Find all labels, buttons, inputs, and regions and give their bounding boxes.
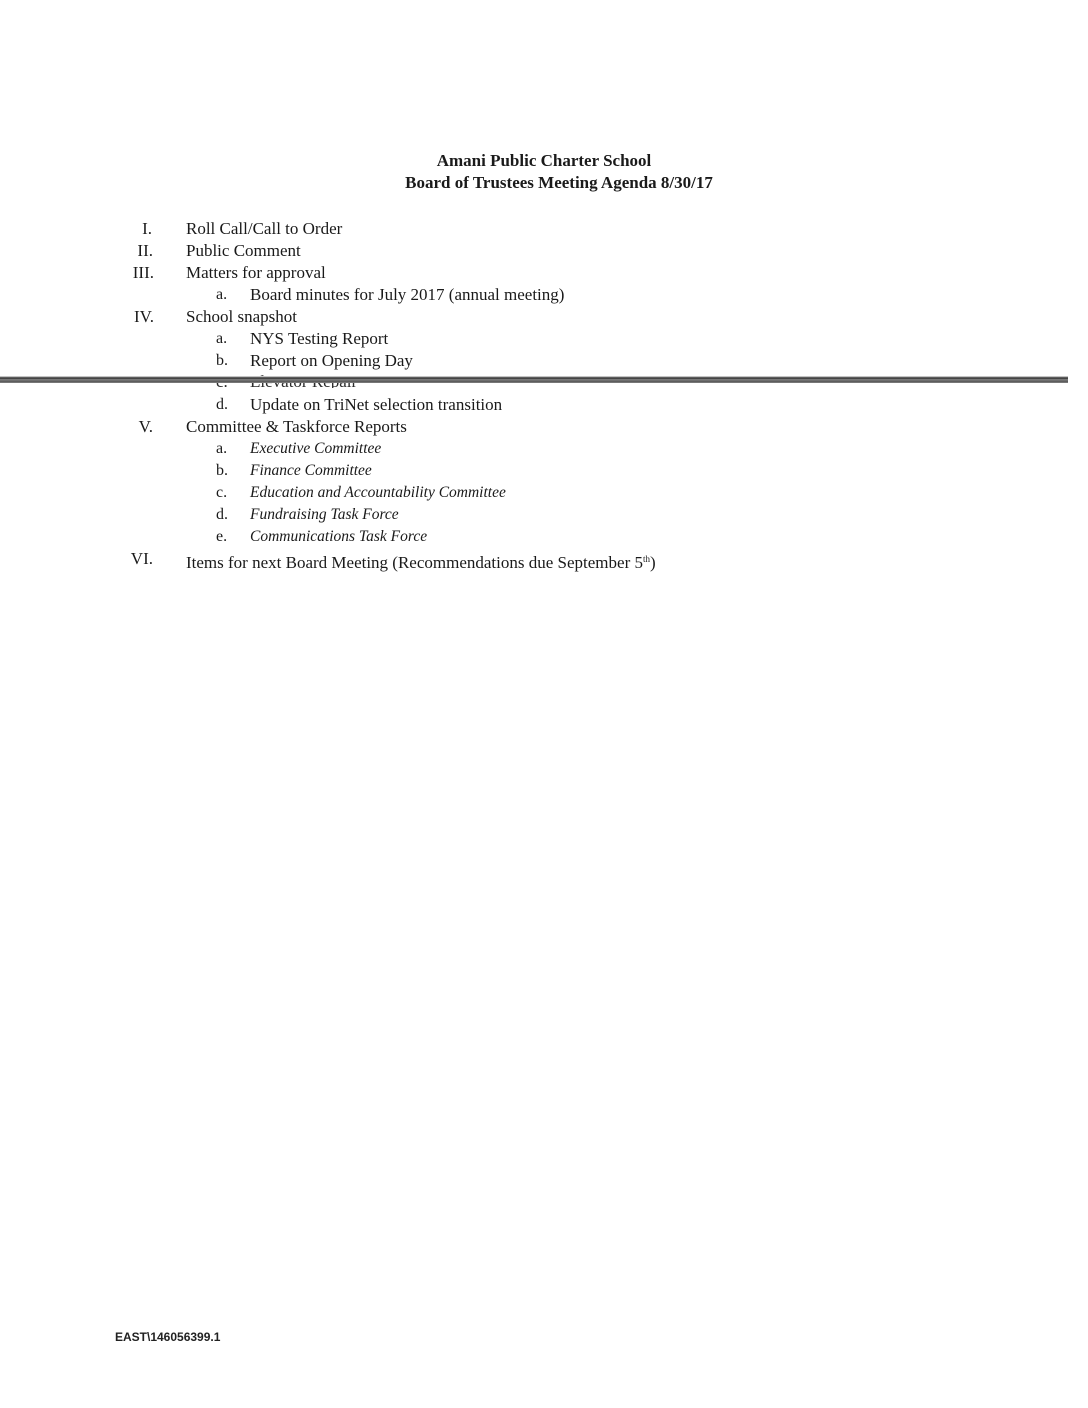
agenda-header (0, 150, 1088, 194)
item-numeral: V. (138, 417, 153, 436)
subitem-label: Education and Accountability Committee (250, 484, 506, 501)
item-numeral: IV. (134, 307, 154, 326)
subitem-letter: b. (216, 352, 228, 369)
item-label-end: ) (650, 553, 656, 572)
subitem-letter: d. (216, 396, 228, 413)
scan-artifact-line (0, 376, 1068, 383)
item-label-wrap (186, 548, 656, 574)
subitem-letter: b. (216, 462, 228, 479)
subitem-label: NYS Testing Report (250, 329, 389, 348)
item-label: School snapshot (186, 307, 297, 326)
subitem-letter: a. (216, 286, 228, 303)
subitem-letter: d. (216, 506, 228, 523)
subitem-letter: e. (216, 528, 228, 545)
agenda-title: Board of Trustees Meeting Agenda 8/30/17 (405, 173, 713, 192)
item-label: Public Comment (186, 241, 301, 260)
subitem-letter: a. (216, 440, 228, 457)
subitem-label: Report on Opening Day (250, 351, 413, 370)
subitem-label: Board minutes for July 2017 (annual meeting) (250, 285, 565, 304)
subitem-label: Communications Task Force (250, 528, 428, 545)
subitem-label: Fundraising Task Force (250, 506, 399, 523)
item-numeral: VI. (130, 549, 153, 568)
school-name: Amani Public Charter School (436, 151, 652, 170)
item-numeral: III. (132, 263, 154, 282)
subitem-letter: c. (216, 484, 228, 501)
subitem-letter: a. (216, 330, 228, 347)
item-numeral: I. (142, 219, 152, 238)
item-numeral: II. (137, 241, 153, 260)
item-label: Matters for approval (186, 263, 326, 282)
item-label: Committee & Taskforce Reports (186, 417, 407, 436)
ordinal-suffix: th (643, 554, 651, 564)
subitem-label: Finance Committee (250, 462, 372, 479)
document-code: EAST\146056399.1 (115, 1330, 221, 1344)
item-label: Roll Call/Call to Order (186, 219, 343, 238)
item-label: Items for next Board Meeting (Recommendations due September 5 (186, 553, 643, 572)
subitem-label: Update on TriNet selection transition (250, 395, 503, 414)
subitem-label: Executive Committee (250, 440, 382, 457)
